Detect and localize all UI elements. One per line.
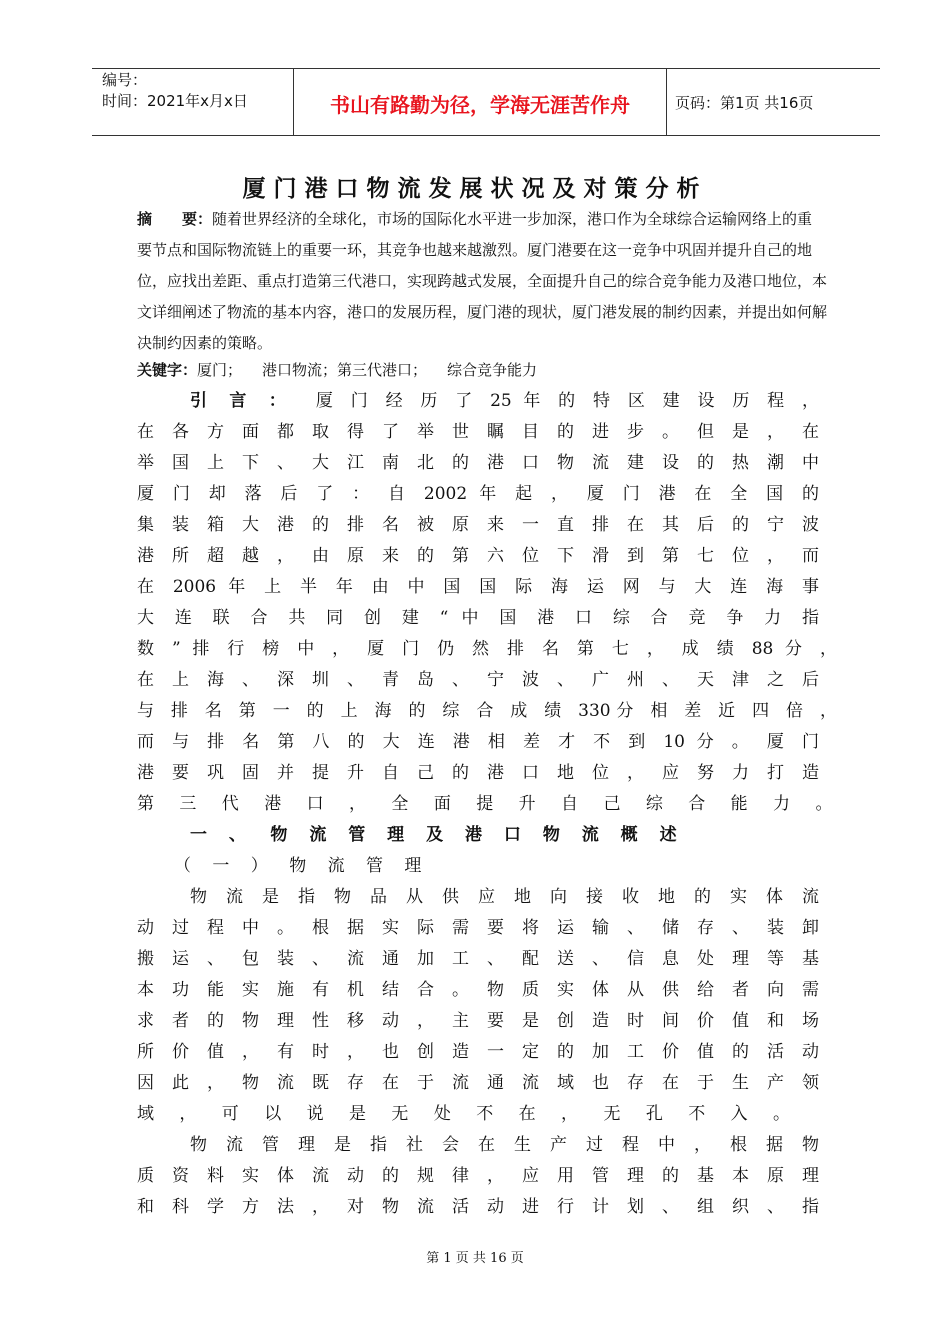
- intro-line: 与 排 名 第 一 的 上 海 的 综 合 成 绩 330分 相 差 近 四 倍 ，: [137, 701, 837, 721]
- document-title: 厦门港口物流发展状况及对策分析: [242, 176, 708, 202]
- keyword-item: 港口物流；第三代港口；: [262, 361, 428, 379]
- intro-line: 厦 门 却 落 后 了 ： 自 2002 年 起 ， 厦 门 港 在 全 国 的: [137, 484, 820, 504]
- header-motto: 书山有路勤为径，学海无涯苦作舟: [330, 93, 630, 117]
- intro-line: 在 2006 年 上 半 年 由 中 国 国 际 海 运 网 与 大 连 海 事: [137, 577, 820, 597]
- intro-label: 引 言 ：: [190, 391, 294, 411]
- abstract-text: 随着世界经济的全球化，市场的国际化水平进一步加深，港口作为全球综合运输网络上的重要节点和国际物流链上的重要一环，其竞争也越来越激烈。厦门港要在这一竞争中巩固并提升自己的地位，应找出差距、重点打造第三代港口，实现跨越式发展，全面提升自己的综合竞争能力及港口地位，本文详细阐述了物流的基本内容，港口的发展历程，厦门港的现状，厦门港发展的制约因素，并提出如何解决制约因素的策略。: [137, 210, 828, 352]
- abstract: [137, 204, 827, 359]
- keyword-item: 综合竞争能力: [447, 361, 538, 379]
- intro-line: 港 要 巩 固 并 提 升 自 己 的 港 口 地 位 ， 应 努 力 打 造: [137, 763, 819, 783]
- intro-line: 在 各 方 面 都 取 得 了 举 世 瞩 目 的 进 步 。 但 是 ， 在: [137, 422, 819, 442]
- intro-line: 数 ” 排 行 榜 中 ， 厦 门 仍 然 排 名 第 七 ， 成 绩 88 分 ，: [137, 639, 837, 659]
- paragraph-line: 物 流 是 指 物 品 从 供 应 地 向 接 收 地 的 实 体 流: [190, 887, 819, 907]
- intro-line: 而 与 排 名 第 八 的 大 连 港 相 差 才 不 到 10 分 。 厦 门: [137, 732, 819, 752]
- header-bottom-rule: [92, 135, 880, 136]
- paragraph-line: 搬 运 、 包 装 、 流 通 加 工 、 配 送 、 信 息 处 理 等 基: [137, 949, 819, 969]
- header-time: 时间：2021年x月x日: [102, 92, 248, 110]
- intro-line: 在 上 海 、 深 圳 、 青 岛 、 宁 波 、 广 州 、 天 津 之 后: [137, 670, 819, 690]
- intro-line: 集 装 箱 大 港 的 排 名 被 原 来 一 直 排 在 其 后 的 宁 波: [137, 515, 819, 535]
- paragraph-line: 域 ， 可 以 说 是 无 处 不 在 ， 无 孔 不 入 。: [137, 1104, 801, 1124]
- header-top-rule: [92, 68, 880, 69]
- keywords: [137, 357, 827, 383]
- paragraph-line: 因 此 ， 物 流 既 存 在 于 流 通 流 域 也 存 在 于 生 产 领: [137, 1073, 819, 1093]
- subsection-heading: （ 一 ） 物 流 管 理: [174, 856, 430, 876]
- intro-line: 引 言 ： 厦 门 经 历 了 25 年 的 特 区 建 设 历 程 ，: [190, 391, 819, 411]
- intro-line: 港 所 超 越 ， 由 原 来 的 第 六 位 下 滑 到 第 七 位 ， 而: [137, 546, 819, 566]
- paragraph-line: 求 者 的 物 理 性 移 动 ， 主 要 是 创 造 时 间 价 值 和 场: [137, 1011, 819, 1031]
- paragraph-line: 所 价 值 ， 有 时 ， 也 创 造 一 定 的 加 工 价 值 的 活 动: [137, 1042, 819, 1062]
- header-page-number: 页码：第1页 共16页: [675, 94, 814, 112]
- header-number: 编号：: [102, 71, 148, 89]
- keywords-label: 关键字：: [137, 361, 198, 379]
- paragraph-line: 本 功 能 实 施 有 机 结 合 。 物 质 实 体 从 供 给 者 向 需: [137, 980, 819, 1000]
- section-heading: 一 、 物 流 管 理 及 港 口 物 流 概 述: [190, 825, 685, 845]
- keyword-item: 厦门；: [197, 361, 243, 379]
- intro-line: 举 国 上 下 、 大 江 南 北 的 港 口 物 流 建 设 的 热 潮 中: [137, 453, 819, 473]
- paragraph-line: 动 过 程 中 。 根 据 实 际 需 要 将 运 输 、 储 存 、 装 卸: [137, 918, 819, 938]
- abstract-label: 摘 要：: [137, 210, 213, 228]
- header-meta: [102, 70, 248, 112]
- intro-line: 第 三 代 港 口 ， 全 面 提 升 自 己 综 合 能 力 。: [137, 794, 843, 814]
- header-divider-2: [666, 68, 667, 135]
- intro-line: 大 连 联 合 共 同 创 建 “ 中 国 港 口 综 合 竞 争 力 指: [137, 608, 819, 628]
- page-footer: 第 1 页 共 16 页: [426, 1251, 524, 1266]
- paragraph-line: 和 科 学 方 法 ， 对 物 流 活 动 进 行 计 划 、 组 织 、 指: [137, 1197, 819, 1217]
- paragraph-line: 物 流 管 理 是 指 社 会 在 生 产 过 程 中 ， 根 据 物: [190, 1135, 819, 1155]
- paragraph-line: 质 资 料 实 体 流 动 的 规 律 ， 应 用 管 理 的 基 本 原 理: [137, 1166, 819, 1186]
